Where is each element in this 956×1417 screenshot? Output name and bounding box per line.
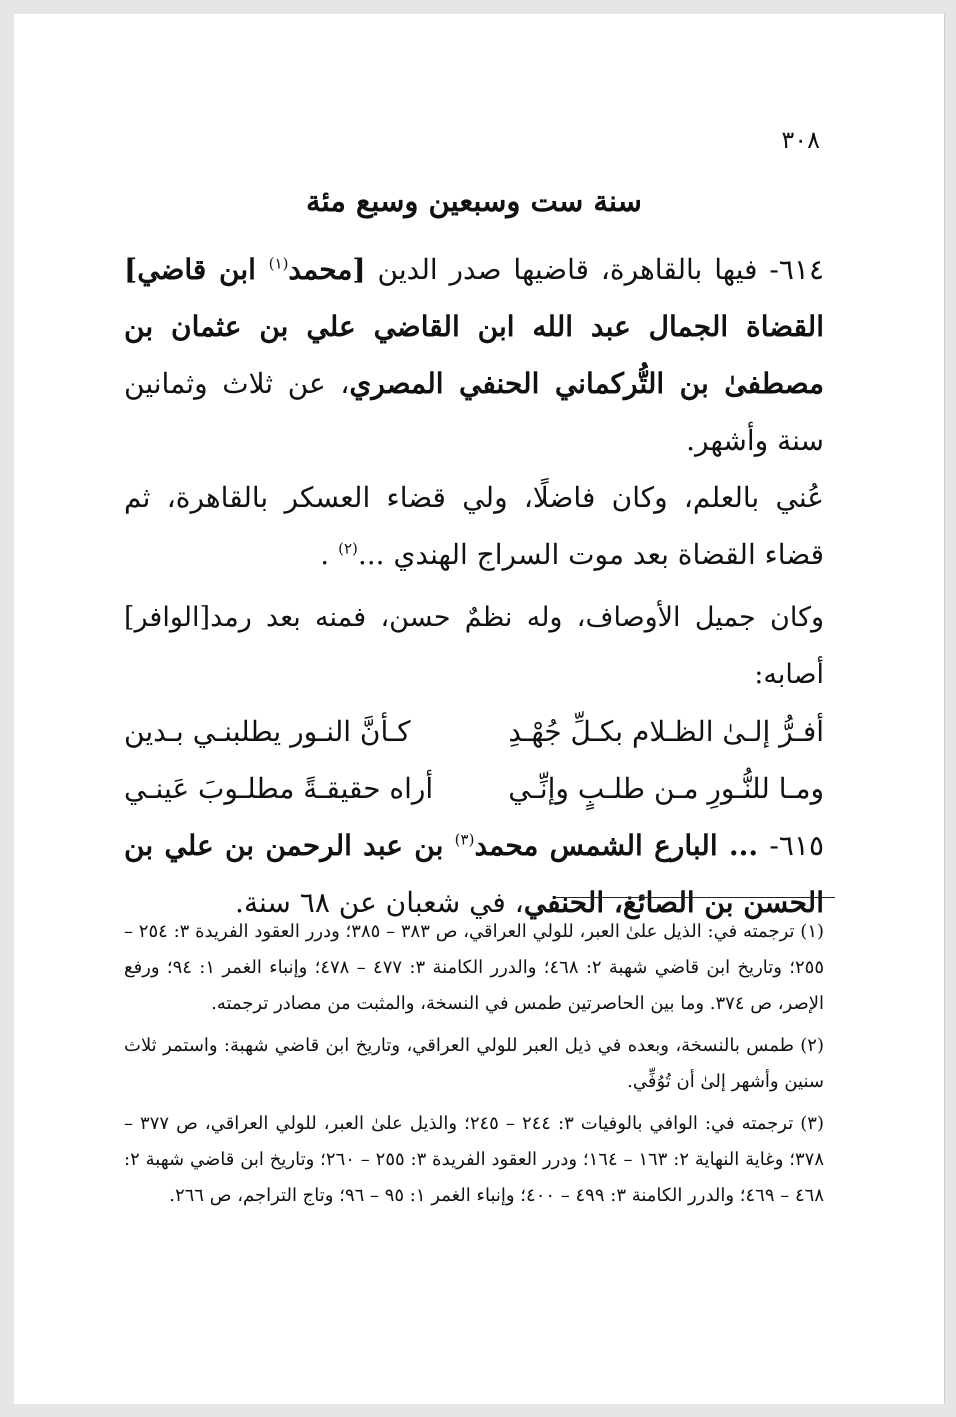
book-page <box>14 14 945 1404</box>
footnote-marker: (٢) <box>338 539 358 558</box>
footnote-2: (٢) طمس بالنسخة، وبعده في ذيل العبر للولي العراقي، وتاريخ ابن قاضي شهبة: واستمر ثلاث سنين وأشهر إلىٰ أن تُوُفِّي. <box>124 1035 824 1092</box>
section-title: سنة ست وسبعين وسبع مئة <box>306 184 642 218</box>
paragraph <box>124 469 824 583</box>
entry-text: ، عن ثلاث وثمانين سنة وأشهر. <box>124 367 824 457</box>
entry-name-bold: بن عبد الرحمن بن علي بن الحسن بن الصائغ، الحنفي <box>124 829 824 919</box>
paragraph-text: عُني بالعلم، وكان فاضلًا، ولي قضاء العسكر بالقاهرة، ثم قضاء القضاة بعد موت السراج الهندي ... <box>124 481 824 571</box>
hemistich-first: أفـرُّ إلـىٰ الظـلام بكـلِّ جُهْـدِ <box>508 715 824 748</box>
page-number: ٣٠٨ <box>781 126 820 154</box>
entry-614 <box>124 241 824 469</box>
verse-intro-text: وكان جميل الأوصاف، وله نظمٌ حسن، فمنه بعد رمد أصابه: <box>210 602 824 690</box>
footnote-separator <box>554 897 835 898</box>
footnote-1: (١) ترجمته في: الذيل علىٰ العبر، للولي العراقي، ص ٣٨٣ – ٣٨٥؛ ودرر العقود الفريدة ٣: ٢٥٤ – ٢٥٥؛ وتاريخ ابن قاضي شهبة ٢: ٤٦٨؛ والدرر الكامنة ٣: ٤٧٧ – ٤٧٨؛ وإنباء الغمر ١: ٩٤؛ ورفع الإصر، ص ٣٧٤. وما بين الحاصرتين طمس في النسخة، والمثبت من مصادر ترجمته. <box>124 921 825 1014</box>
entry-text: ، في شعبان عن ٦٨ سنة. <box>235 886 524 919</box>
entry-text: فيها بالقاهرة، قاضيها صدر الدين <box>365 253 770 286</box>
entry-number: ٦١٤- <box>769 253 824 286</box>
hemistich-second: أراه حقيقـةً مطلـوبَ عَينـي <box>124 772 434 805</box>
poetic-meter: [الوافر] <box>124 602 211 633</box>
entry-number: ٦١٥- <box>769 829 824 862</box>
hemistich-second: كـأنَّ النـور يطلبنـي بـدين <box>124 715 411 748</box>
entry-name-bold: [محمد <box>288 253 366 286</box>
hemistich-first: ومـا للنُّـورِ مـن طلـبٍ وإنِّـي <box>508 772 824 805</box>
entry-name-bold: ابن قاضي] القضاة الجمال عبد الله ابن القاضي علي بن عثمان بن مصطفىٰ بن التُّركماني الحنفي المصري <box>124 253 825 400</box>
verse-line <box>124 703 824 760</box>
footnote-3: (٣) ترجمته في: الوافي بالوفيات ٣: ٢٤٤ – ٢٤٥؛ والذيل علىٰ العبر، للولي العراقي، ص ٣٧٧ – ٣٧٨؛ وغاية النهاية ٢: ١٦٣ – ١٦٤؛ ودرر العقود الفريدة ٣: ٢٥٥ – ٢٦٠؛ وتاريخ ابن قاضي شهبة ٢: ٤٦٨ – ٤٦٩؛ والدرر الكامنة ٣: ٤٩٩ – ٤٠٠؛ وإنباء الغمر ١: ٩٥ – ٩٦؛ وتاج التراجم، ص ٢٦٦. <box>124 1113 824 1206</box>
paragraph-end: . <box>320 538 339 571</box>
footnote-marker: (٣) <box>454 830 475 849</box>
verse-line <box>124 760 824 817</box>
entry-name-bold: ... البارع الشمس محمد <box>474 829 770 862</box>
main-text <box>124 179 824 931</box>
footnote-marker: (١) <box>268 254 289 273</box>
verse-intro <box>124 589 824 703</box>
footnotes <box>124 914 824 1220</box>
